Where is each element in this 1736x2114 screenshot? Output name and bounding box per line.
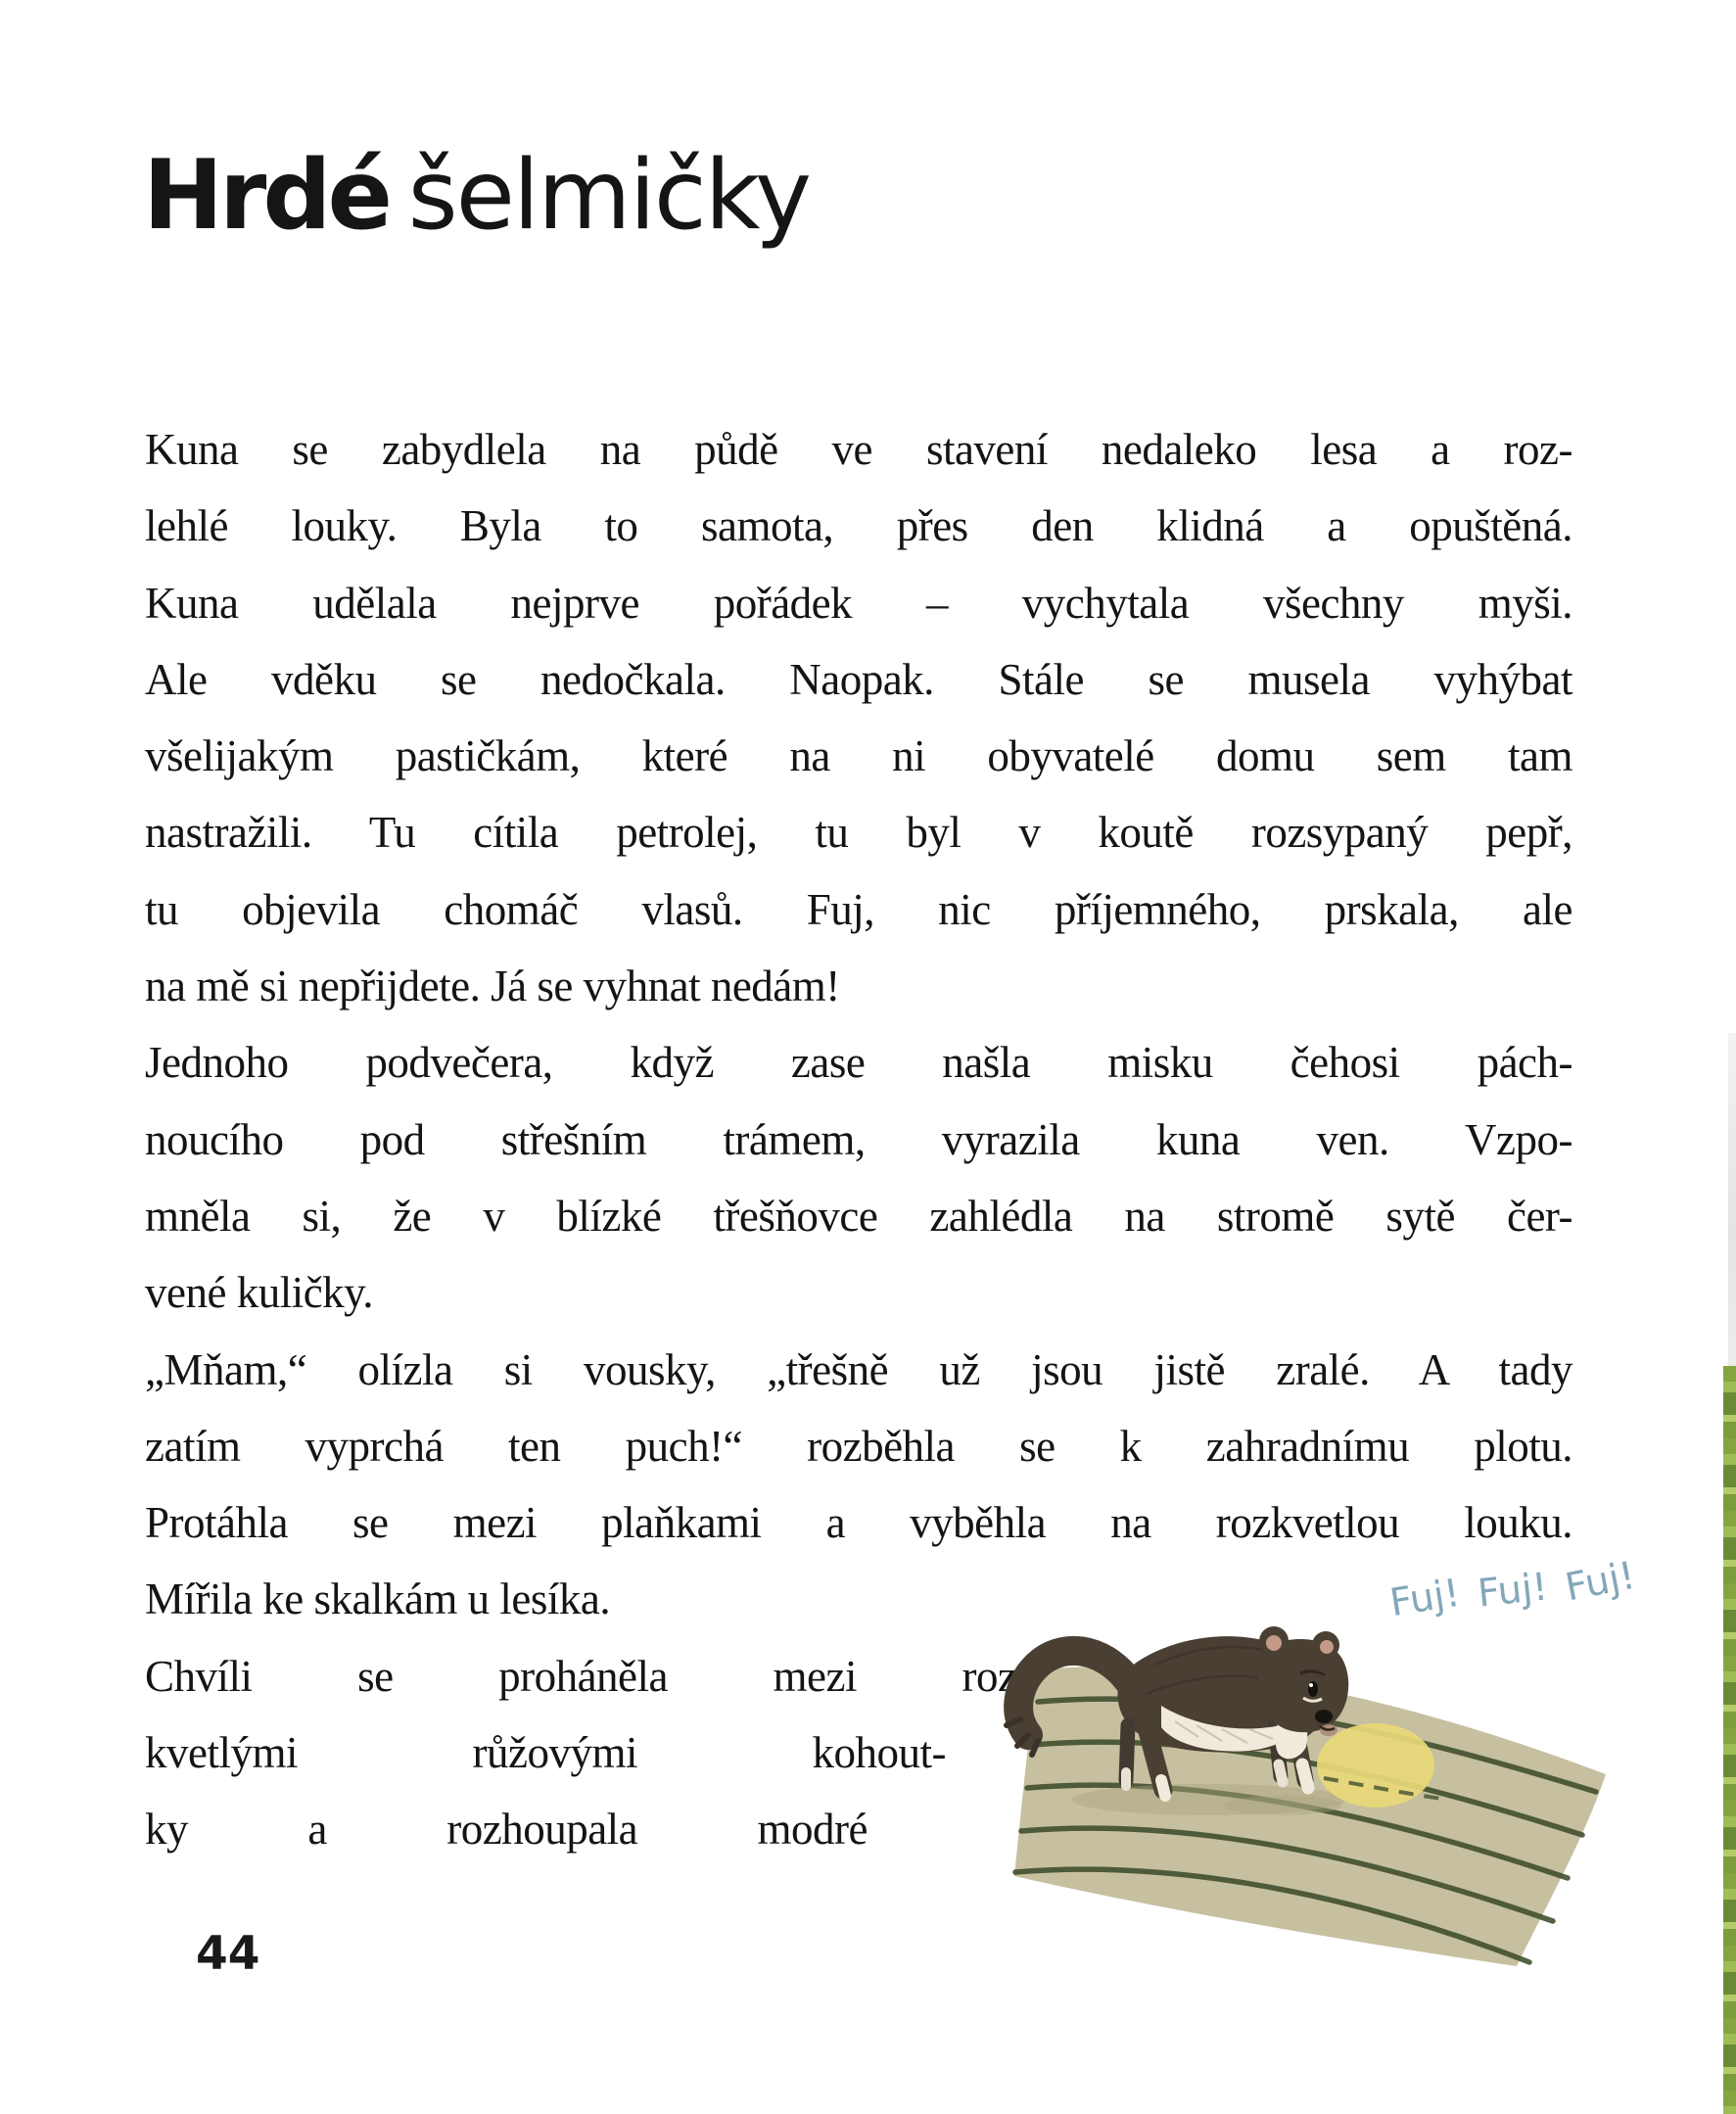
- text-line: nastražili. Tu cítila petrolej, tu byl v koutě rozsypaný pepř,: [145, 808, 1572, 858]
- text-line: lehlé louky. Byla to samota, přes den klidná a opuštěná.: [145, 501, 1572, 551]
- text-line: Mířila ke skalkám u lesíka.: [145, 1574, 611, 1624]
- marten-drawing-svg: [979, 1557, 1655, 2017]
- front-paw: [1302, 1764, 1308, 1788]
- text-line: „Mňam,“ olízla si vousky, „třešně už jsou jistě zralé. A tady: [145, 1344, 1572, 1394]
- text-line: všelijakým pastičkám, které na ni obyvatelé domu sem tam: [145, 731, 1572, 781]
- text-line: Chvíli se proháněla mezi roz-: [145, 1651, 1031, 1701]
- text-line: kvetlými růžovými kohout-: [145, 1728, 946, 1778]
- text-line: na mě si nepřijdete. Já se vyhnat nedám!: [145, 962, 840, 1011]
- text-line: Kuna udělala nejprve pořádek – vychytala všechny myši.: [145, 578, 1572, 628]
- front-paw: [1279, 1764, 1283, 1782]
- text-line: ky a rozhoupala modré: [145, 1805, 868, 1855]
- page-edge-gray: [1728, 1033, 1736, 1366]
- text-line: Kuna se zabydlela na půdě ve stavení nedaleko lesa a roz-: [145, 425, 1572, 474]
- caption-word: Fuj!: [1561, 1553, 1639, 1611]
- page-edge-green: [1723, 1366, 1736, 2114]
- hind-paw: [1161, 1780, 1165, 1796]
- shadow: [1224, 1796, 1341, 1815]
- text-line: Ale vděku se nedočkala. Naopak. Stále se musela vyhýbat: [145, 654, 1572, 704]
- marten-eye: [1308, 1681, 1318, 1697]
- text-line: mněla si, že v blízké třešňovce zahlédla na stromě sytě čer-: [145, 1191, 1572, 1241]
- caption-fuj: [1386, 1553, 1643, 1626]
- text-line: tu objevila chomáč vlasů. Fuj, nic příjemného, prskala, ale: [145, 884, 1572, 934]
- title-regular: šelmičky: [407, 140, 810, 252]
- marten-nose: [1315, 1710, 1333, 1723]
- inner-ear: [1266, 1635, 1282, 1651]
- text-line: noucího pod střešním trámem, vyrazila kuna ven. Vzpo-: [145, 1114, 1572, 1164]
- eye-glint: [1309, 1683, 1313, 1687]
- text-line: vené kuličky.: [145, 1268, 374, 1318]
- text-line: Jednoho podvečera, když zase našla misku čehosi pách-: [145, 1038, 1572, 1088]
- title-bold: Hrdé: [143, 140, 389, 252]
- inner-ear: [1320, 1640, 1334, 1654]
- caption-word: Fuj!: [1475, 1565, 1550, 1617]
- page-number: 44: [196, 1927, 260, 1981]
- text-line: zatím vyprchá ten puch!“ rozběhla se k zahradnímu plotu.: [145, 1421, 1572, 1471]
- marten-illustration: [979, 1553, 1655, 2017]
- page-title: [143, 140, 810, 252]
- caption-word: Fuj!: [1386, 1571, 1464, 1626]
- yellow-stain: [1317, 1723, 1434, 1808]
- text-line: Protáhla se mezi plaňkami a vyběhla na rozkvetlou louku.: [145, 1498, 1572, 1548]
